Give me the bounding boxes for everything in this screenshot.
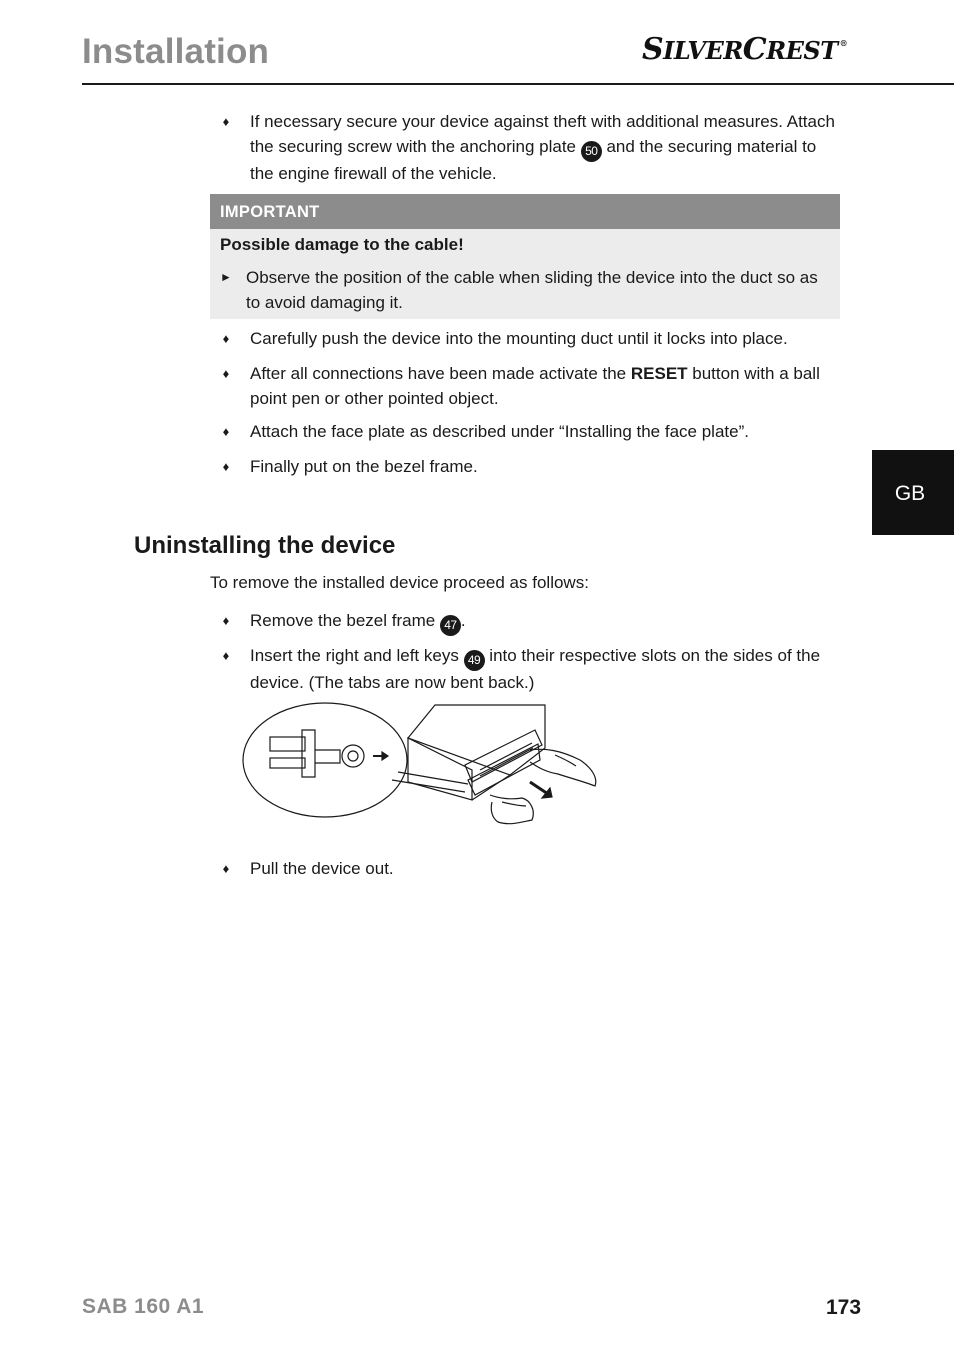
- bullet-item: [218, 857, 843, 882]
- diamond-bullet-icon: ♦: [222, 648, 230, 663]
- bullet-text: If necessary secure your device against theft with additional measures. Attach the securing screw with the anchoring plate 50 and the securing material to the engine firewall of the vehicle.: [250, 112, 835, 183]
- bullet-item: [218, 455, 843, 480]
- bullet-item: [218, 110, 843, 186]
- key-ring-icon: [342, 745, 364, 767]
- bullet-text: Carefully push the device into the mounting duct until it locks into place.: [250, 329, 788, 348]
- reference-number: 49: [464, 650, 485, 671]
- bullet-text: Insert the right and left keys 49 into their respective slots on the sides of the device. (The tabs are now bent back.): [250, 646, 821, 692]
- bullet-item: [218, 327, 843, 352]
- bullet-item: [218, 362, 843, 411]
- page-title: Installation: [82, 32, 270, 71]
- bullet-item: [218, 420, 843, 445]
- important-subheading: Possible damage to the cable!: [220, 235, 464, 254]
- page-number: 173: [826, 1296, 862, 1319]
- bullet-item: [218, 644, 843, 696]
- removal-key-illustration: [240, 700, 605, 830]
- brand-logo: SILVERCREST ®: [642, 32, 848, 67]
- footer-model: SAB 160 A1: [82, 1295, 205, 1318]
- diamond-bullet-icon: ♦: [222, 861, 230, 876]
- diamond-bullet-icon: ♦: [222, 459, 230, 474]
- bullet-text: Remove the bezel frame 47 .: [250, 609, 843, 636]
- reset-label: RESET: [630, 364, 688, 383]
- diamond-bullet-icon: ♦: [222, 424, 230, 439]
- bullet-text: After all connections have been made activate the RESET button with a ball point pen or other pointed object.: [250, 364, 820, 408]
- bullet-item: [218, 609, 843, 636]
- arrow-right-icon: ►: [220, 270, 232, 284]
- reference-number: 50: [581, 141, 602, 162]
- bullet-text: Pull the device out.: [250, 859, 394, 878]
- important-notice: [210, 194, 840, 319]
- diamond-bullet-icon: ♦: [222, 114, 230, 129]
- reference-number: 47: [440, 615, 461, 636]
- bullet-text: Attach the face plate as described under “Installing the face plate”.: [250, 422, 749, 441]
- pull-arrow-icon: [530, 782, 548, 794]
- diamond-bullet-icon: ♦: [222, 613, 230, 628]
- bullet-text: Finally put on the bezel frame.: [250, 457, 478, 476]
- language-tab: GB: [872, 450, 954, 535]
- section-intro: To remove the installed device proceed as follows:: [210, 573, 589, 592]
- header-rule: [82, 83, 954, 85]
- diamond-bullet-icon: ♦: [222, 331, 230, 346]
- important-item: ► Observe the position of the cable when sliding the device into the duct so as to avoid damaging it.: [220, 265, 820, 315]
- diamond-bullet-icon: ♦: [222, 366, 230, 381]
- important-heading: IMPORTANT: [210, 194, 840, 229]
- hand-left: [490, 795, 533, 824]
- section-heading: Uninstalling the device: [134, 532, 396, 559]
- key-shaft: [270, 737, 305, 751]
- device-body: [408, 705, 545, 775]
